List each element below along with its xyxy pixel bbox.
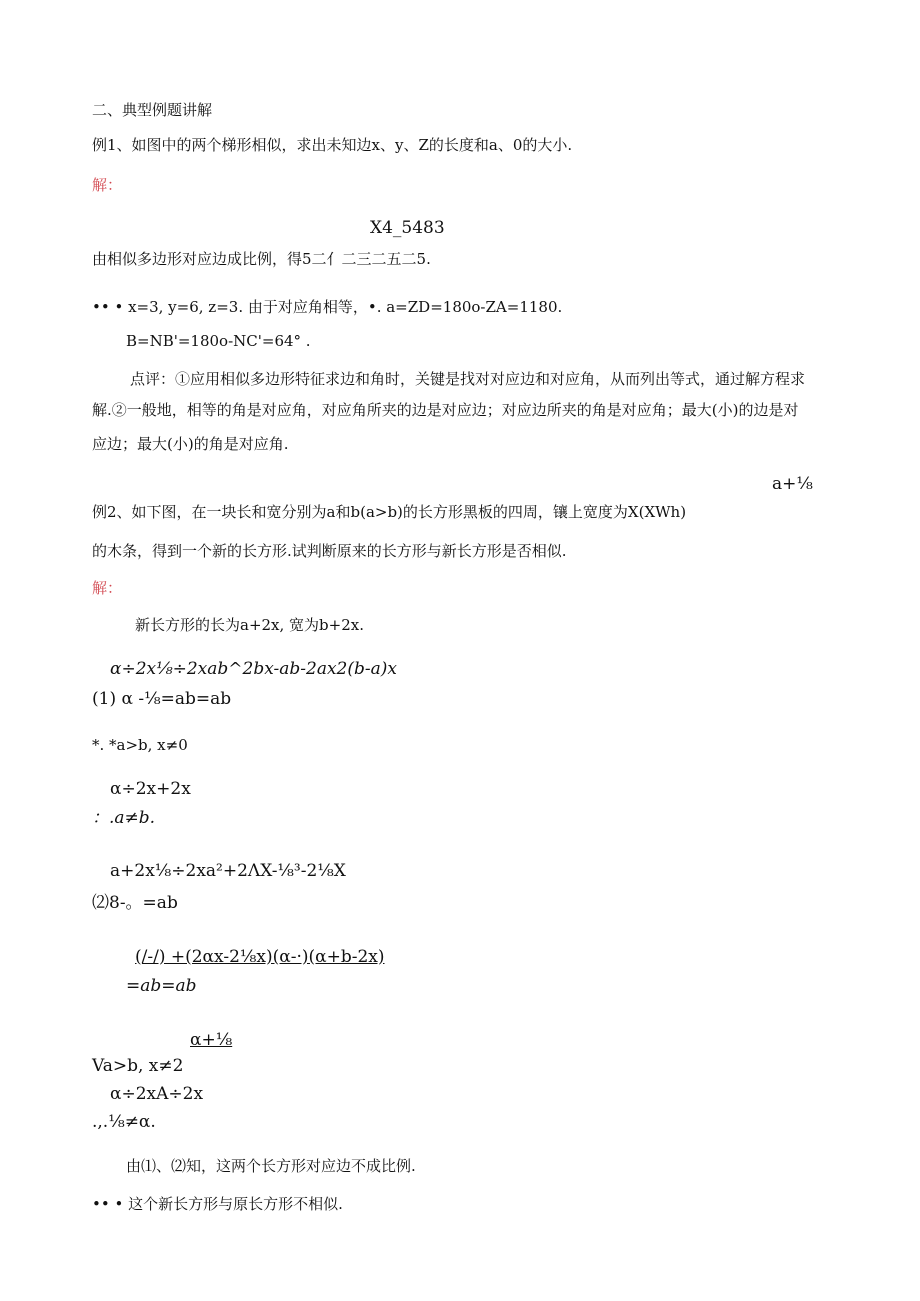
example-2-new-rectangle: 新长方形的长为a+2x, 宽为b+2x.	[135, 616, 364, 634]
example-2-formula-7: ⑵8-。=ab	[92, 893, 178, 913]
example-1-formula: X4_5483	[370, 218, 445, 238]
comment-line-3: 应边；最大(小)的角是对应角.	[92, 435, 289, 453]
example-1-beta: B=NB'=180o-NC'=64° .	[126, 332, 311, 350]
example-2-formula-11: Va>b, x≠2	[92, 1056, 184, 1076]
example-2-formula-8: (/-/) +(2αx-2⅛x)(α-·)(α+b-2x)	[135, 947, 385, 967]
example-2-formula-1: α÷2x⅛÷2xab^2bx-ab-2ax2(b-a)x	[110, 659, 397, 679]
example-2-formula-fragment: a+⅛	[772, 474, 813, 494]
example-2-problem-line-2: 的木条，得到一个新的长方形.试判断原来的长方形与新长方形是否相似.	[92, 542, 567, 560]
example-2-formula-3: *. *a>b, x≠0	[92, 736, 188, 754]
example-2-conclusion-1: 由⑴、⑵知，这两个长方形对应边不成比例.	[126, 1157, 416, 1175]
comment-line-1: 点评：①应用相似多边形特征求边和角时，关键是找对对应边和对应角，从而列出等式，通过解方程求	[130, 370, 806, 388]
example-2-problem-line-1: 例2、如下图，在一块长和宽分别为a和b(a>b)的长方形黑板的四周，镶上宽度为X(XWh)	[92, 503, 687, 521]
example-2-formula-4: α÷2x+2x	[110, 779, 191, 799]
example-2-formula-10: α+⅛	[190, 1030, 233, 1050]
example-2-solution-label: 解：	[92, 579, 123, 597]
example-1-problem: 例1、如图中的两个梯形相似，求出未知边x、y、Z的长度和a、0的大小.	[92, 136, 573, 154]
example-2-formula-9: =ab=ab	[126, 976, 197, 996]
comment-line-2: 解.②一般地，相等的角是对应角，对应角所夹的边是对应边；对应边所夹的角是对应角；最大(小)的边是对	[92, 401, 799, 419]
example-1-result: •• • x=3, y=6, z=3. 由于对应角相等，•. a=ZD=180o-ZA=1180.	[92, 298, 563, 316]
example-1-solution-label: 解：	[92, 176, 123, 194]
example-2-formula-13: .,.⅛≠α.	[92, 1112, 156, 1132]
example-2-formula-5: ：.a≠b.	[92, 808, 156, 828]
example-2-formula-2: (1) α -⅛=ab=ab	[92, 689, 232, 709]
example-2-formula-12: α÷2xA÷2x	[110, 1084, 204, 1104]
example-2-formula-6: a+2x⅛÷2xa²+2ΛX-⅛³-2⅛X	[110, 861, 346, 881]
example-1-proportion: 由相似多边形对应边成比例，得5二亻二三二五二5.	[92, 250, 431, 268]
section-heading: 二、典型例题讲解	[92, 101, 213, 119]
example-2-conclusion-2: •• • 这个新长方形与原长方形不相似.	[92, 1195, 343, 1213]
